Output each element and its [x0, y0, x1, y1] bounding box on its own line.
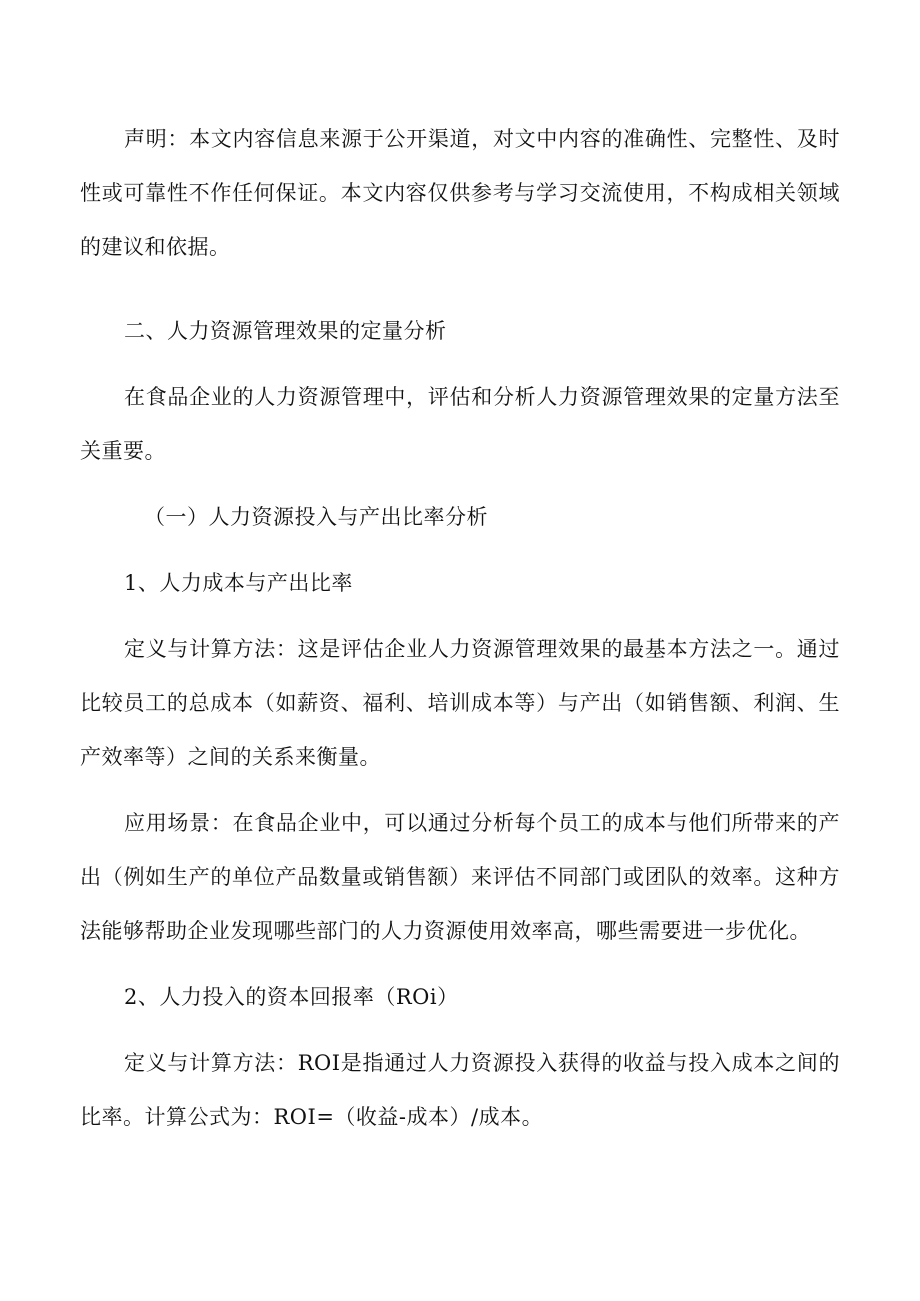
intro-paragraph: 在食品企业的人力资源管理中，评估和分析人力资源管理效果的定量方法至关重要。: [80, 385, 840, 463]
item1-title: 1、人力成本与产出比率: [124, 571, 353, 595]
item1-definition-paragraph: 定义与计算方法：这是评估企业人力资源管理效果的最基本方法之一。通过比较员工的总成本（如薪资、福利、培训成本等）与产出（如销售额、利润、生产效率等）之间的关系来衡量。: [80, 637, 840, 769]
item1-application-paragraph: 应用场景：在食品企业中，可以通过分析每个员工的成本与他们所带来的产出（例如生产的单位产品数量或销售额）来评估不同部门或团队的效率。这种方法能够帮助企业发现哪些部门的人力资源使用效率高，哪些需要进一步优化。: [80, 811, 840, 943]
item2-definition-paragraph: 定义与计算方法：ROI是指通过人力资源投入获得的收益与投入成本之间的比率。计算公式为：ROI=（收益-成本）/成本。: [80, 1051, 840, 1129]
item2-title: 2、人力投入的资本回报率（ROi）: [124, 985, 459, 1009]
subsection-title: （一）人力资源投入与产出比率分析: [144, 505, 488, 529]
disclaimer-paragraph: 声明：本文内容信息来源于公开渠道，对文中内容的准确性、完整性、及时性或可靠性不作任何保证。本文内容仅供参考与学习交流使用，不构成相关领域的建议和依据。: [80, 127, 840, 259]
section-title: 二、人力资源管理效果的定量分析: [124, 319, 447, 343]
document-body: [80, 112, 840, 1144]
